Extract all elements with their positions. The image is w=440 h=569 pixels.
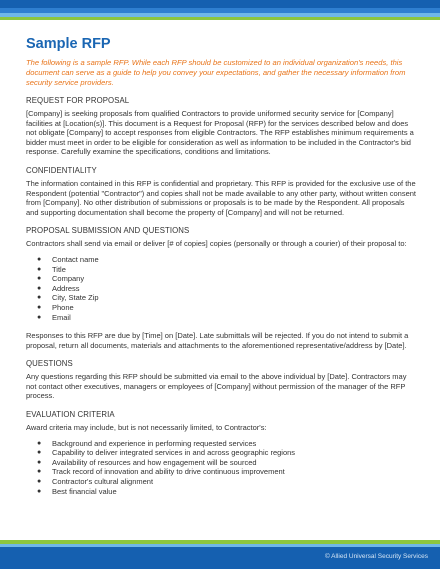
section-heading-evaluation: EVALUATION CRITERIA: [26, 410, 115, 420]
bullet-icon: ●: [37, 487, 42, 495]
document-title: Sample RFP: [26, 36, 111, 52]
list-item: ● Background and experience in performing requested services: [37, 438, 257, 448]
list-item: ● Track record of innovation and ability to drive continuous improvement: [37, 467, 285, 477]
bullet-icon: ●: [37, 478, 42, 486]
bullet-icon: ●: [37, 265, 42, 273]
bullet-icon: ●: [37, 303, 42, 311]
header-band: [0, 0, 440, 22]
bullet-icon: ●: [37, 255, 42, 263]
section-text-submission: Contractors shall send via email or deliver [# of copies] copies (personally or through a courier) of their proposal to:: [26, 239, 407, 249]
list-item: ● Availability of resources and how engagement will be sourced: [37, 457, 257, 467]
list-item: ● Contractor's cultural alignment: [37, 477, 154, 487]
bullet-icon: ●: [37, 284, 42, 292]
document-intro: The following is a sample RFP. While each RFP should be customized to an individual organization's needs, this document can serve as a guide to help you convey your expectations, and gather the necessary information from security service providers.: [26, 58, 406, 87]
footer-copyright: © Allied Universal Security Services: [324, 553, 428, 560]
contact-list: [26, 255, 418, 322]
criteria-list: [26, 439, 418, 497]
section-text-request: [Company] is seeking proposals from qualified Contractors to provide uniformed security service for [Company] facilities at [Location(s)]. This document is a Request for Proposal (RFP) for the services described below and does not obligate [Company] to accept responses from eligible Contractors. The RFP establishes minimum requirements a bidder must meet in order to be eligible for consideration as well as information to be included in the Contractor's bid response. Carefully examine the specifications, conditions and limitations.: [26, 109, 414, 157]
list-item: ● Title: [37, 264, 66, 274]
section-heading-request: REQUEST FOR PROPOSAL: [26, 96, 130, 105]
section-text-evaluation: Award criteria may include, but is not necessarily limited, to Contractor's:: [26, 423, 267, 433]
list-item: ● Email: [37, 312, 71, 322]
bullet-icon: ●: [37, 449, 42, 457]
section-heading-questions: QUESTIONS: [26, 359, 73, 369]
list-item: ● Capability to deliver integrated services in and across geographic regions: [37, 448, 296, 458]
footer-band: [0, 540, 440, 569]
bullet-icon: ●: [37, 468, 42, 476]
list-item: ● Phone: [37, 302, 74, 312]
section-heading-submission: PROPOSAL SUBMISSION AND QUESTIONS: [26, 226, 190, 236]
section-text-confidentiality: The information contained in this RFP is confidential and proprietary. This RFP is provided for the exclusive use of the Respondent (potential "Contractor") and copies shall not be made available to any other party, without written consent from [Company]. No other distribution of submissions or proposals is to be made by the Respondent. All proposals and supporting documentation shall become the property of [Company] and will not be returned.: [26, 178, 416, 217]
list-item: ● Company: [37, 274, 85, 284]
bullet-icon: ●: [37, 458, 42, 466]
section-text-submission-deadline: Responses to this RFP are due by [Time] on [Date]. Late submittals will be rejected. If you do not intend to submit a proposal, return all documents, materials and attachments to the aforementioned representative/address by [Date].: [26, 331, 409, 350]
header-stripe-dark-blue: [0, 0, 440, 8]
list-item: ● City, State Zip: [37, 293, 99, 303]
list-item: ● Address: [37, 283, 80, 293]
section-text-questions: Any questions regarding this RFP should be submitted via email to the above individual by [Date]. Contractors may not contact other executives, managers or employees of [Company] without permission of the manager of the RFP process.: [26, 372, 407, 401]
bullet-icon: ●: [37, 439, 42, 447]
bullet-icon: ●: [37, 294, 42, 302]
list-item: ● Best financial value: [37, 486, 117, 496]
header-stripe-green: [0, 17, 440, 20]
list-item: ● Contact name: [37, 254, 99, 264]
document-body: [26, 36, 418, 505]
bullet-icon: ●: [37, 275, 42, 283]
bullet-icon: ●: [37, 313, 42, 321]
section-heading-confidentiality: CONFIDENTIALITY: [26, 165, 97, 175]
